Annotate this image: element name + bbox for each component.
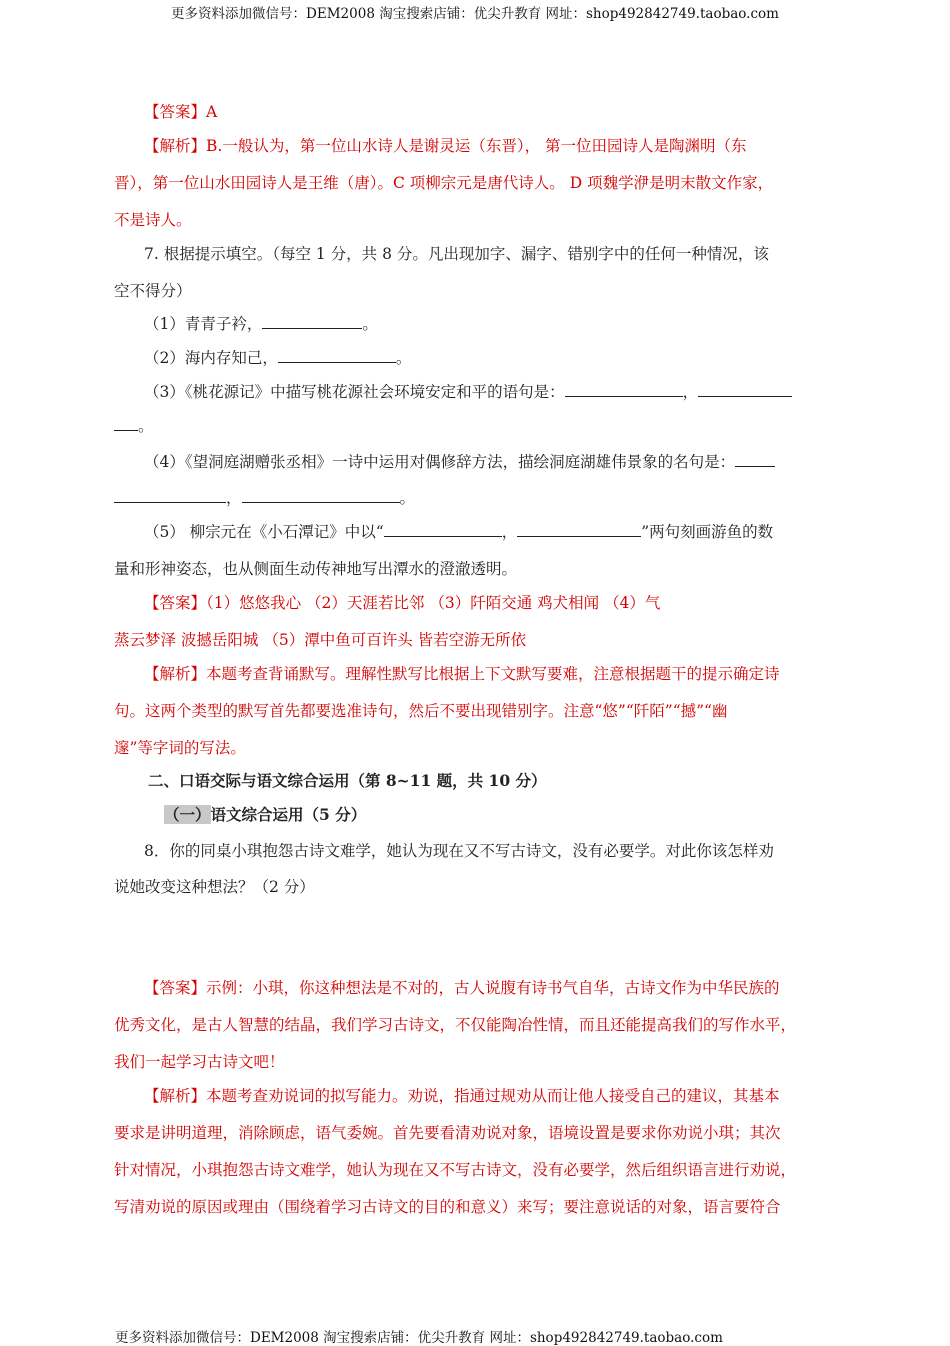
section2-title: 二、口语交际与语文综合运用（第 8~11 题，共 10 分） — [148, 771, 547, 790]
page-header: 更多资料添加微信号：DEM2008 淘宝搜索店铺：优尖升教育 网址：shop492842749.taobao.com — [171, 6, 779, 22]
q8-answer-line1 — [144, 978, 780, 998]
q7-analysis-line2: 句。这两个类型的默写首先都要选准诗句，然后不要出现错别字。注意“悠”“阡陌”“撼”“幽 — [114, 702, 728, 720]
q8-answer-line2: 优秀文化，是古人智慧的结晶，我们学习古诗文，不仅能陶冶性情，而且还能提高我们的写作水平， — [114, 1016, 797, 1034]
q6-answer — [144, 102, 217, 122]
fill-blank[interactable] — [278, 348, 396, 363]
q8-analysis-line4: 写清劝说的原因或理由（围绕着学习古诗文的目的和意义）来写；要注意说话的对象，语言要符合 — [114, 1198, 781, 1216]
q6-analysis-line2: 晋），第一位山水田园诗人是王维（唐）。C 项柳宗元是唐代诗人。 D 项魏学洢是明末散文作家， — [114, 174, 774, 192]
q7-item4 — [144, 452, 775, 472]
q7-item3-line2 — [114, 416, 154, 436]
answer-label: 【答案】 — [144, 979, 207, 997]
fill-blank[interactable] — [517, 522, 641, 537]
item-end: 。 — [399, 489, 416, 507]
analysis-label: 【解析】 — [144, 665, 207, 683]
item-text: （5） 柳宗元在《小石潭记》中以“ — [144, 523, 384, 541]
answer-text: （1）悠悠我心 （2）天涯若比邻 （3）阡陌交通 鸡犬相闻 （4）气 — [206, 594, 661, 612]
q8-stem-line2: 说她改变这种想法？（2 分） — [114, 878, 315, 896]
item-text: （4）《望洞庭湖赠张丞相》一诗中运用对偶修辞方法，描绘洞庭湖雄伟景象的名句是： — [144, 453, 736, 471]
analysis-text: 本题考查背诵默写。理解性默写比根据上下文默写要难，注意根据题干的提示确定诗 — [206, 665, 780, 683]
q7-answer-line2: 蒸云梦泽 波撼岳阳城 （5）潭中鱼可百许头 皆若空游无所依 — [114, 631, 527, 649]
q7-stem-line1: 7. 根据提示填空。（每空 1 分，共 8 分。凡出现加字、漏字、错别字中的任何一种情况，该 — [144, 245, 769, 263]
answer-label: 【答案】 — [144, 103, 207, 121]
fill-blank[interactable] — [384, 522, 502, 537]
q8-stem-line1: 8．你的同桌小琪抱怨古诗文难学，她认为现在又不写古诗文，没有必要学。对此你该怎样劝 — [144, 842, 774, 860]
subtitle-text: 语文综合运用（5 分） — [210, 805, 367, 824]
q8-analysis-line1 — [144, 1086, 780, 1106]
item-text: （3）《桃花源记》中描写桃花源社会环境安定和平的语句是： — [144, 383, 565, 401]
section2-subtitle — [164, 805, 366, 825]
fill-blank[interactable] — [114, 416, 138, 431]
q7-answer-line1 — [144, 593, 660, 613]
analysis-label: 【解析】 — [144, 137, 207, 155]
fill-blank[interactable] — [242, 488, 400, 503]
page-footer: 更多资料添加微信号：DEM2008 淘宝搜索店铺：优尖升教育 网址：shop492842749.taobao.com — [115, 1330, 723, 1346]
analysis-text: B.一般认为，第一位山水诗人是谢灵运（东晋）， 第一位田园诗人是陶渊明（东 — [206, 137, 747, 155]
q6-analysis-line1 — [144, 136, 747, 156]
item-text: （1）青青子衿， — [144, 315, 263, 333]
q7-item5 — [144, 522, 773, 542]
q8-answer-line3: 我们一起学习古诗文吧！ — [114, 1053, 285, 1071]
q7-analysis-line3: 邃”等字词的写法。 — [114, 739, 246, 757]
item-comma: ， — [501, 523, 518, 541]
answer-text: 示例：小琪，你这种想法是不对的，古人说腹有诗书气自华，古诗文作为中华民族的 — [206, 979, 780, 997]
fill-blank[interactable] — [114, 488, 226, 503]
analysis-text: 本题考查劝说词的拟写能力。劝说，指通过规劝从而让他人接受自己的建议，其基本 — [206, 1087, 780, 1105]
fill-blank[interactable] — [735, 452, 775, 467]
subtitle-highlight: （一） — [164, 805, 211, 824]
item-end: 。 — [395, 349, 412, 367]
q6-analysis-line3: 不是诗人。 — [114, 211, 192, 229]
answer-label: 【答案】 — [144, 594, 207, 612]
fill-blank[interactable] — [565, 382, 683, 397]
item-after: ”两句刻画游鱼的数 — [641, 523, 774, 541]
answer-value: A — [206, 103, 218, 121]
q7-item4-line2 — [114, 488, 415, 508]
q8-analysis-line3: 针对情况，小琪抱怨古诗文难学，她认为现在又不写古诗文，没有必要学，然后组织语言进行劝说， — [114, 1161, 797, 1179]
item-comma: ， — [226, 489, 242, 507]
q7-item5-line2: 量和形神姿态，也从侧面生动传神地写出潭水的澄澈透明。 — [114, 560, 518, 578]
q7-analysis-line1 — [144, 664, 780, 684]
q7-item2 — [144, 348, 411, 368]
q7-item1 — [144, 314, 378, 334]
item-text: （2）海内存知己， — [144, 349, 278, 367]
q7-item3 — [144, 382, 792, 402]
analysis-label: 【解析】 — [144, 1087, 207, 1105]
item-end: 。 — [362, 315, 378, 333]
item-comma: ， — [682, 383, 699, 401]
q7-stem-line2: 空不得分） — [114, 282, 192, 300]
fill-blank[interactable] — [698, 382, 792, 397]
q8-analysis-line2: 要求是讲明道理，消除顾虑，语气委婉。首先要看清劝说对象，语境设置是要求你劝说小琪；其次 — [114, 1124, 781, 1142]
fill-blank[interactable] — [262, 314, 362, 329]
item-end: 。 — [138, 417, 154, 435]
